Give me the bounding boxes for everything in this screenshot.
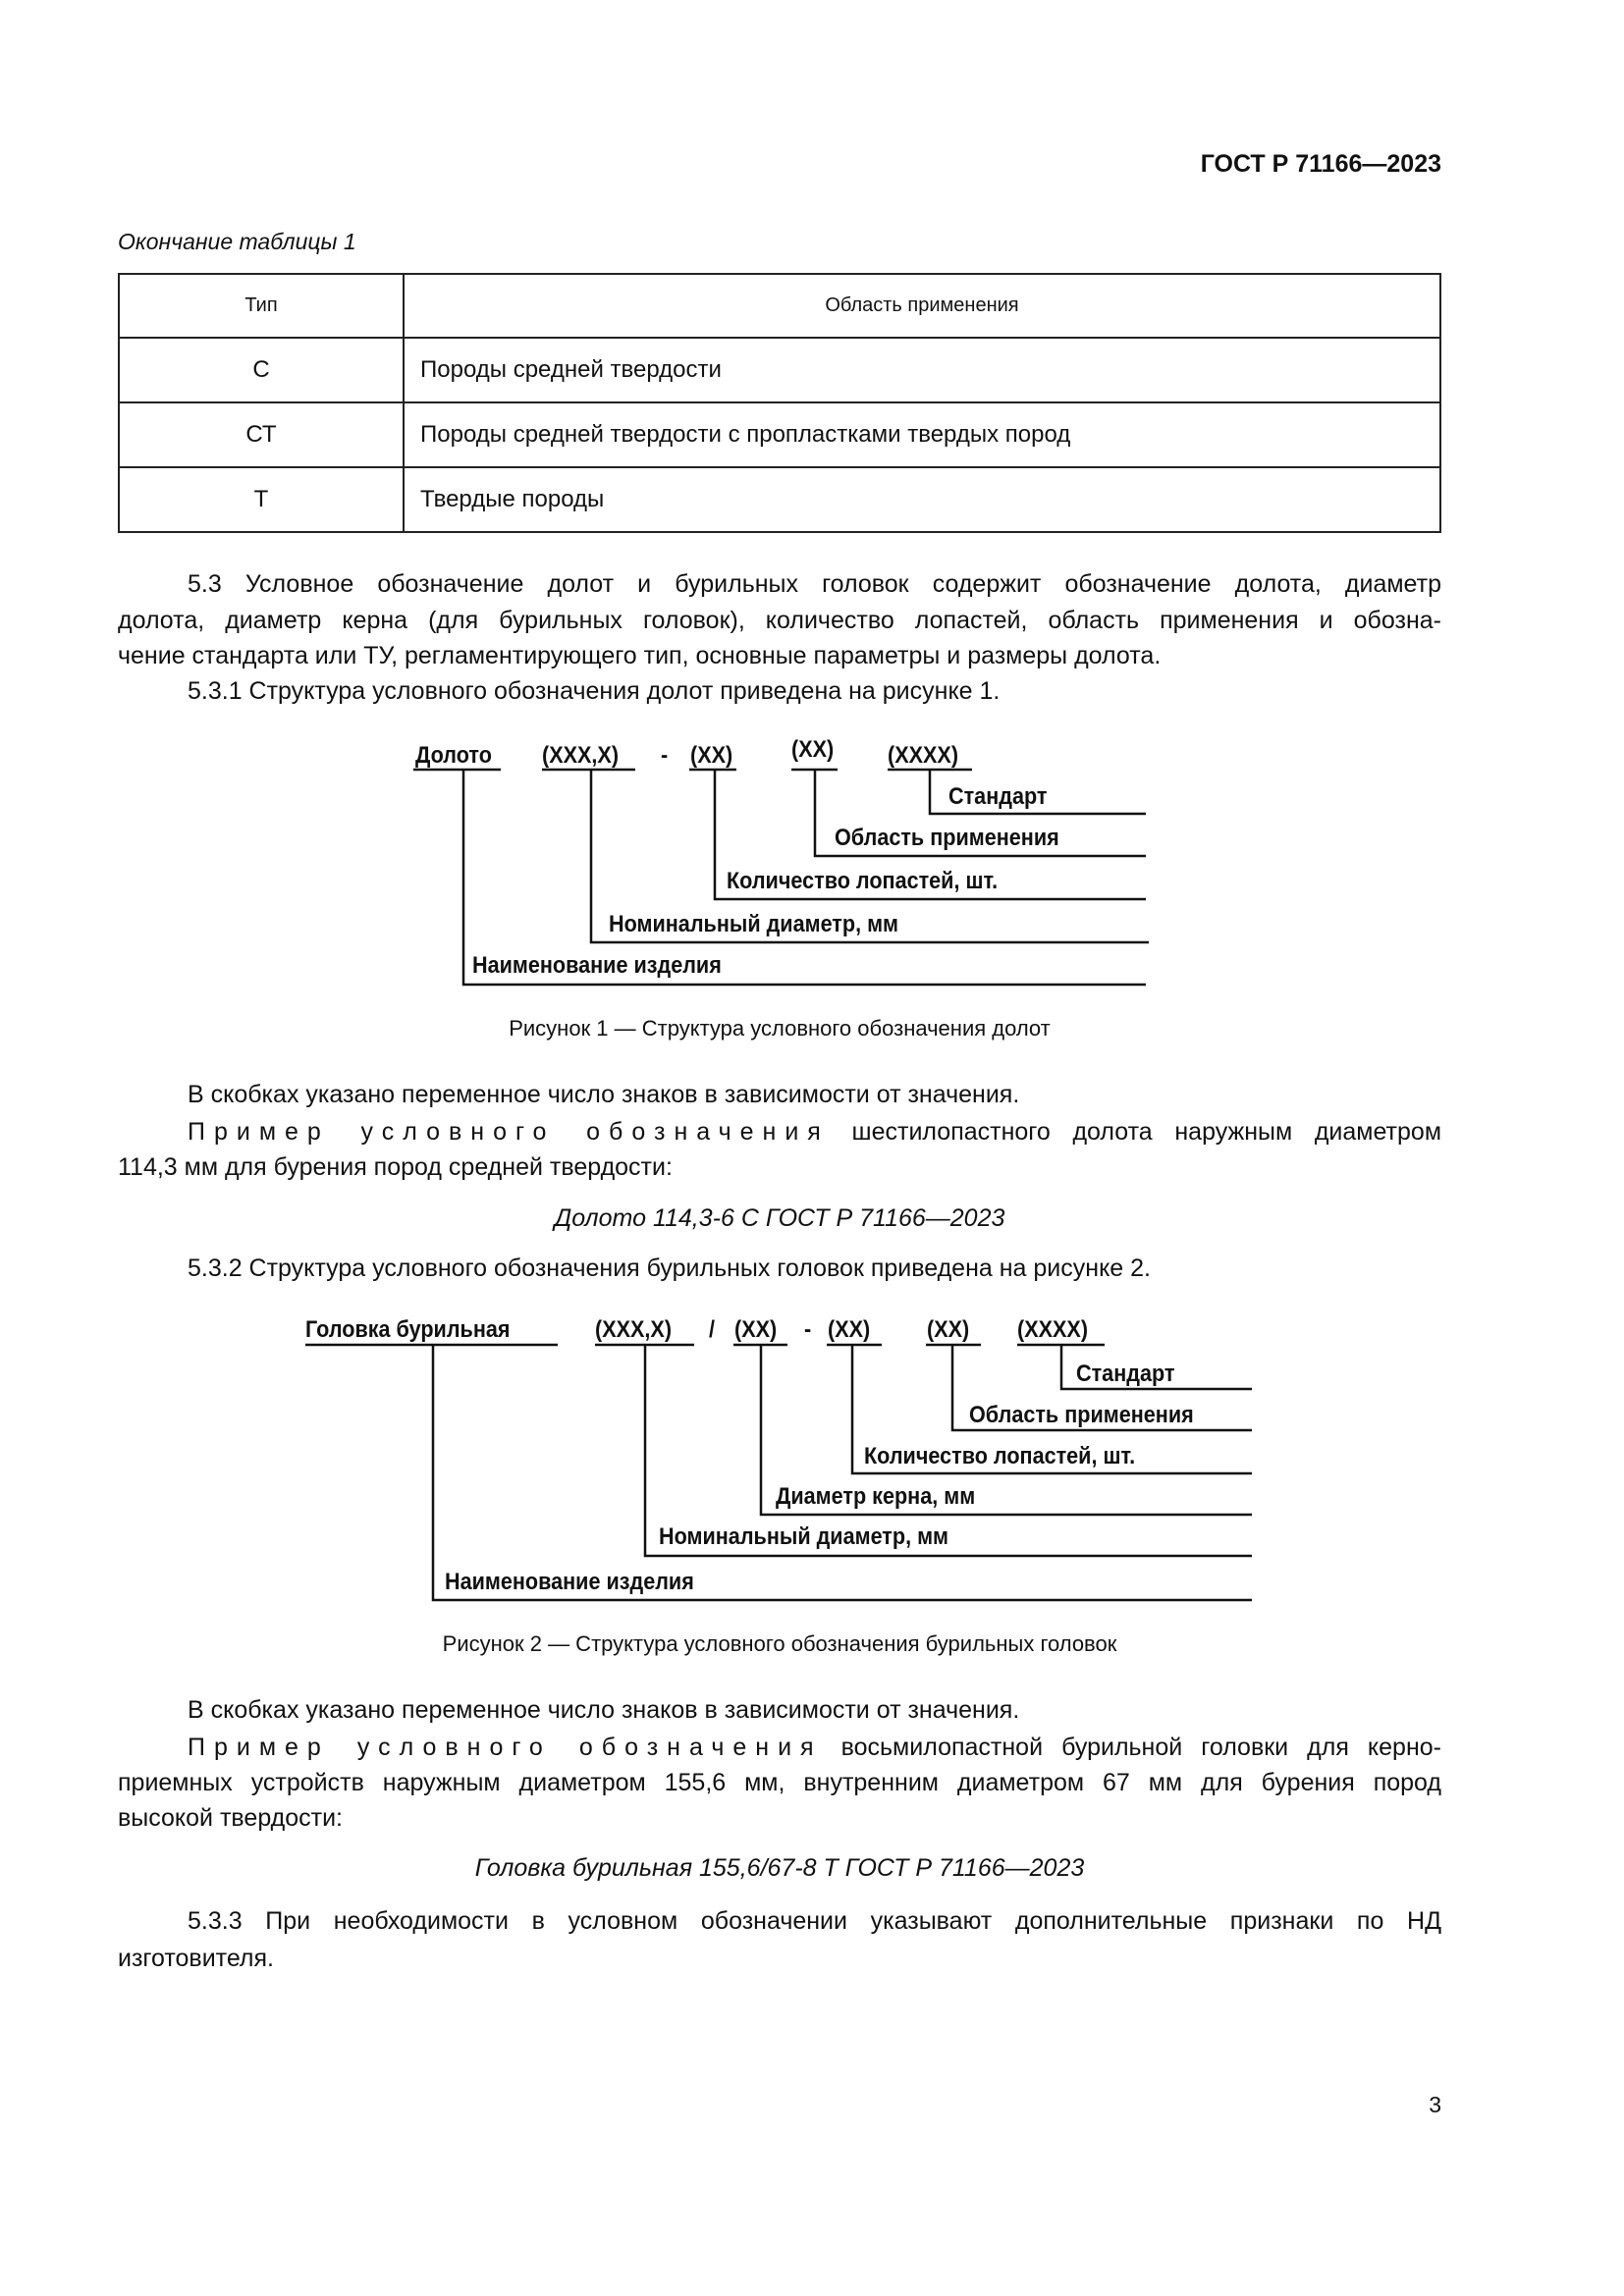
fig2-label-core: Диаметр керна, мм bbox=[776, 1483, 976, 1510]
paragraph-5-3-3-line: 5.3.3 При необходимости в условном обозначении указывают дополнительные признаки по НД bbox=[188, 1907, 1441, 1935]
figure1-caption: Рисунок 1 — Структура условного обозначения долот bbox=[509, 1016, 1051, 1041]
fig1-field-blades: (XX) bbox=[690, 742, 733, 769]
cell-type: С bbox=[119, 338, 404, 402]
fig2-label-blades: Количество лопастей, шт. bbox=[864, 1443, 1136, 1469]
note-2: В скобках указано переменное число знаков в зависимости от значения. bbox=[188, 1696, 1020, 1724]
example-1-line2: 114,3 мм для бурения пород средней твердости: bbox=[118, 1153, 673, 1181]
column-header-application: Область применения bbox=[404, 274, 1440, 338]
example-2-line3: высокой твердости: bbox=[118, 1804, 344, 1832]
fig2-label-application: Область применения bbox=[969, 1402, 1194, 1428]
fig2-field-core: (XX) bbox=[734, 1316, 778, 1343]
fig2-field-application: (XX) bbox=[927, 1316, 970, 1343]
example-1-text: шестилопастного долота наружным диаметром bbox=[851, 1118, 1442, 1146]
fig2-slash: / bbox=[709, 1316, 716, 1343]
fig1-label-blades: Количество лопастей, шт. bbox=[727, 868, 999, 894]
fig2-field-diameter: (XXX,X) bbox=[595, 1316, 673, 1343]
paragraph-5-3-1: 5.3.1 Структура условного обозначения долот приведена на рисунке 1. bbox=[188, 677, 1001, 705]
fig1-label-diameter: Номинальный диаметр, мм bbox=[609, 911, 899, 937]
fig2-field-standard: (XXXX) bbox=[1017, 1316, 1089, 1343]
paragraph-5-3-3-line: изготовителя. bbox=[118, 1945, 274, 1972]
column-header-type: Тип bbox=[119, 274, 404, 338]
fig1-product-name: Долото bbox=[415, 742, 492, 769]
page-number: 3 bbox=[1429, 2092, 1441, 2117]
paragraph-5-3-line: 5.3 Условное обозначение долот и бурильных головок содержит обозначение долота, диаметр bbox=[188, 570, 1441, 598]
cell-type: Т bbox=[119, 467, 404, 532]
table-caption: Окончание таблицы 1 bbox=[118, 229, 356, 254]
example-2-text: восьмилопастной бурильной головки для керно- bbox=[840, 1734, 1441, 1761]
fig2-product-name: Головка бурильная bbox=[305, 1316, 511, 1343]
fig1-label-product: Наименование изделия bbox=[472, 952, 722, 979]
example-2-designation: Головка бурильная 155,6/67-8 Т ГОСТ Р 71166—2023 bbox=[474, 1854, 1085, 1882]
paragraph-5-3-2: 5.3.2 Структура условного обозначения бурильных головок приведена на рисунке 2. bbox=[188, 1255, 1151, 1282]
cell-type: СТ bbox=[119, 402, 404, 467]
fig1-label-application: Область применения bbox=[835, 825, 1059, 851]
standard-header: ГОСТ Р 71166—2023 bbox=[1200, 150, 1441, 178]
example-label: Пример условного обозначения bbox=[188, 1118, 830, 1146]
cell-application: Породы средней твердости с пропластками твердых пород bbox=[404, 402, 1440, 467]
fig1-field-standard: (XXXX) bbox=[888, 742, 959, 769]
example-1-line bbox=[188, 1120, 1441, 1145]
example-1-designation: Долото 114,3-6 С ГОСТ Р 71166—2023 bbox=[554, 1204, 1005, 1232]
example-2-line bbox=[188, 1735, 1441, 1760]
example-2-line2: приемных устройств наружным диаметром 155,6 мм, внутренним диаметром 67 мм для бурения пород bbox=[118, 1769, 1441, 1796]
example-label: Пример условного обозначения bbox=[188, 1734, 823, 1761]
cell-application: Породы средней твердости bbox=[404, 338, 1440, 402]
fig1-field-application: (XX) bbox=[791, 736, 835, 763]
figure2-caption: Рисунок 2 — Структура условного обозначения бурильных головок bbox=[442, 1631, 1117, 1656]
note-1: В скобках указано переменное число знаков в зависимости от значения. bbox=[188, 1081, 1020, 1108]
fig1-label-standard: Стандарт bbox=[948, 783, 1048, 810]
cell-application: Твердые породы bbox=[404, 467, 1440, 532]
fig2-field-blades: (XX) bbox=[828, 1316, 871, 1343]
paragraph-5-3-line: чение стандарта или ТУ, регламентирующего тип, основные параметры и размеры долота. bbox=[118, 642, 1162, 669]
fig1-dash: - bbox=[661, 742, 669, 769]
fig2-label-diameter: Номинальный диаметр, мм bbox=[659, 1523, 949, 1550]
fig2-label-product: Наименование изделия bbox=[445, 1569, 694, 1595]
fig1-field-diameter: (XXX,X) bbox=[542, 742, 620, 769]
fig2-label-standard: Стандарт bbox=[1076, 1361, 1175, 1387]
paragraph-5-3-line: долота, диаметр керна (для бурильных головок), количество лопастей, область применения и обозна- bbox=[118, 607, 1441, 634]
fig2-dash: - bbox=[804, 1316, 812, 1343]
